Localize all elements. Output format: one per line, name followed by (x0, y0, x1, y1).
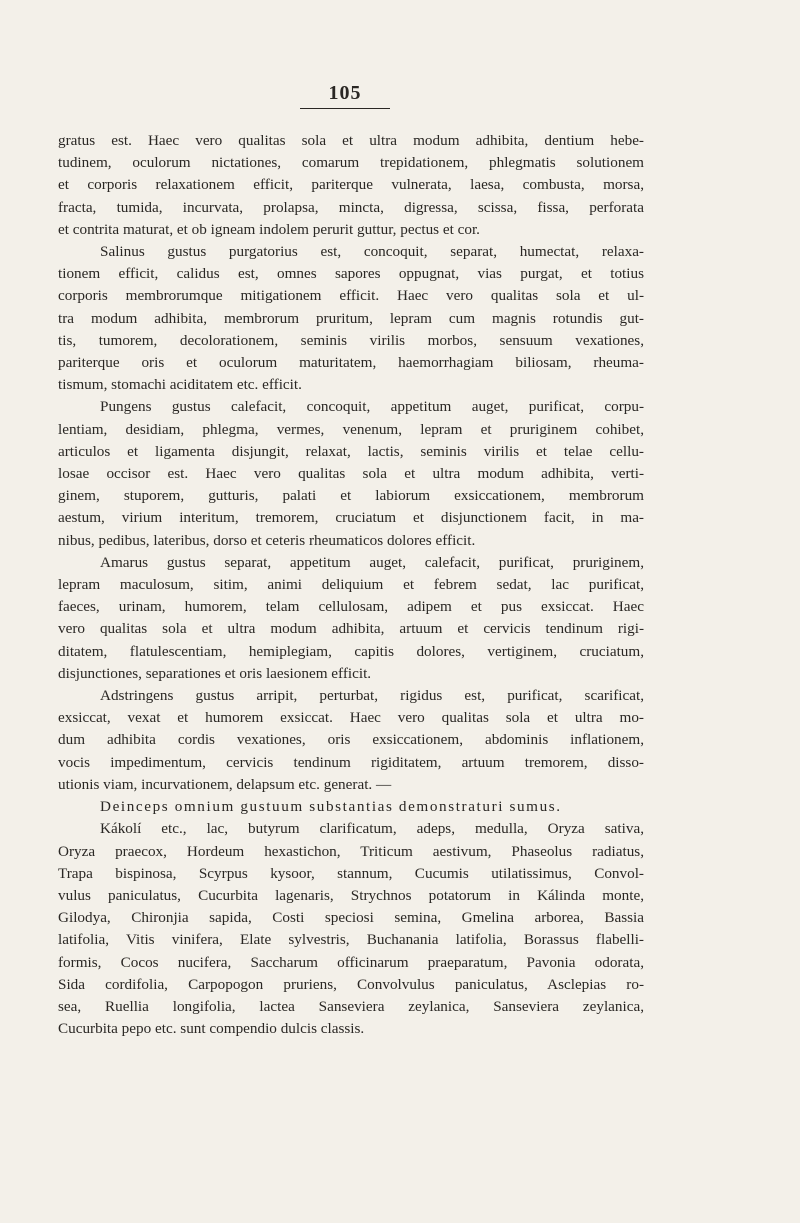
text-line: ditatem, flatulescentiam, hemiplegiam, capitis dolores, vertiginem, cruciatum, (58, 642, 644, 660)
paragraph-start (58, 552, 644, 574)
text-line: vulus paniculatus, Cucurbita lagenaris, Strychnos potatorum in Kálinda monte, (58, 886, 644, 904)
text-line: exsiccat, vexat et humorem exsiccat. Haec vero qualitas sola et ultra mo- (58, 709, 644, 727)
text-line: utionis viam, incurvationem, delapsum etc. generat. — (58, 775, 392, 793)
text-line: ginem, stuporem, gutturis, palati et labiorum exsiccationem, membrorum (58, 487, 644, 505)
text-line: losae occisor est. Haec vero qualitas sola et ultra modum adhibita, verti- (58, 465, 644, 483)
text-line: Amarus gustus separat, appetitum auget, calefacit, purificat, pruriginem, (100, 553, 644, 571)
text-line: Gilodya, Chironjia sapida, Costi speciosi semina, Gmelina arborea, Bassia (58, 909, 644, 927)
text-line: Adstringens gustus arripit, perturbat, rigidus est, purificat, scarificat, (100, 687, 644, 705)
text-line: dum adhibita cordis vexationes, oris exsiccationem, abdominis inflationem, (58, 731, 644, 749)
text-line: Salinus gustus purgatorius est, concoquit, separat, humectat, relaxa- (100, 243, 644, 261)
text-line: gratus est. Haec vero qualitas sola et ultra modum adhibita, dentium hebe- (58, 132, 644, 149)
text-line: sea, Ruellia longifolia, lactea Sanseviera zeylanica, Sanseviera zeylanica, (58, 997, 644, 1015)
paragraph-start (58, 796, 644, 818)
text-line: Deinceps omnium gustuum substantias demonstraturi sumus. (100, 798, 562, 816)
paragraph-start (58, 818, 644, 840)
text-line: tismum, stomachi aciditatem etc. efficit. (58, 376, 302, 394)
text-line: Sida cordifolia, Carpopogon pruriens, Convolvulus paniculatus, Asclepias ro- (58, 975, 644, 993)
paragraph-start (58, 241, 644, 263)
text-line: tudinem, oculorum nictationes, comarum trepidationem, phlegmatis solutionem (58, 154, 644, 172)
text-line: disjunctiones, separationes et oris laesionem efficit. (58, 664, 372, 682)
text-line: lentiam, desidiam, phlegma, vermes, venenum, lepram et pruriginem cohibet, (58, 420, 644, 438)
text-line: lepram maculosum, sitim, animi deliquium et febrem sedat, lac purificat, (58, 576, 644, 594)
text-line: Kákolí etc., lac, butyrum clarificatum, adeps, medulla, Oryza sativa, (100, 820, 644, 838)
text-line: vocis impedimentum, cervicis tendinum rigiditatem, artuum tremorem, disso- (58, 753, 644, 771)
text-line: aestum, virium interitum, tremorem, cruciatum et disjunctionem facit, in ma- (58, 509, 644, 527)
text-line: nibus, pedibus, lateribus, dorso et ceteris rheumaticos dolores efficit. (58, 531, 476, 549)
text-line: Pungens gustus calefacit, concoquit, appetitum auget, purificat, corpu- (100, 398, 644, 416)
body-text (58, 130, 644, 1040)
paragraph-start (58, 685, 644, 707)
text-line: formis, Cocos nucifera, Saccharum officinarum praeparatum, Pavonia odorata, (58, 953, 644, 971)
text-line: Trapa bispinosa, Scyrpus kysoor, stannum, Cucumis utilatissimus, Convol- (58, 864, 644, 882)
page-number: 105 (300, 82, 390, 109)
text-line: tra modum adhibita, membrorum pruritum, lepram cum magnis rotundis gut- (58, 309, 644, 327)
text-line: fracta, tumida, incurvata, prolapsa, mincta, digressa, scissa, fissa, perforata (58, 198, 644, 216)
text-line: pariterque oris et oculorum maturitatem, haemorrhagiam biliosam, rheuma- (58, 354, 644, 372)
text-line: articulos et ligamenta disjungit, relaxat, lactis, seminis virilis et telae cellu- (58, 442, 644, 460)
text-line: et contrita maturat, et ob igneam indolem perurit guttur, pectus et cor. (58, 220, 480, 238)
text-line: tionem efficit, calidus est, omnes sapores oppugnat, vias purgat, et totius (58, 265, 644, 283)
paragraph-start (58, 396, 644, 418)
text-line: latifolia, Vitis vinifera, Elate sylvestris, Buchanania latifolia, Borassus flabelli- (58, 931, 644, 949)
text-line: corporis membrorumque mitigationem efficit. Haec vero qualitas sola et ul- (58, 287, 644, 305)
text-line: Oryza praecox, Hordeum hexastichon, Triticum aestivum, Phaseolus radiatus, (58, 842, 644, 860)
text-line: vero qualitas sola et ultra modum adhibita, artuum et cervicis tendinum rigi- (58, 620, 644, 638)
text-line: Cucurbita pepo etc. sunt compendio dulcis classis. (58, 1020, 365, 1038)
text-line: tis, tumorem, decolorationem, seminis virilis morbos, sensuum vexationes, (58, 331, 644, 349)
text-line: faeces, urinam, humorem, telam cellulosam, adipem et pus exsiccat. Haec (58, 598, 644, 616)
text-line: et corporis relaxationem efficit, pariterque vulnerata, laesa, combusta, morsa, (58, 176, 644, 194)
